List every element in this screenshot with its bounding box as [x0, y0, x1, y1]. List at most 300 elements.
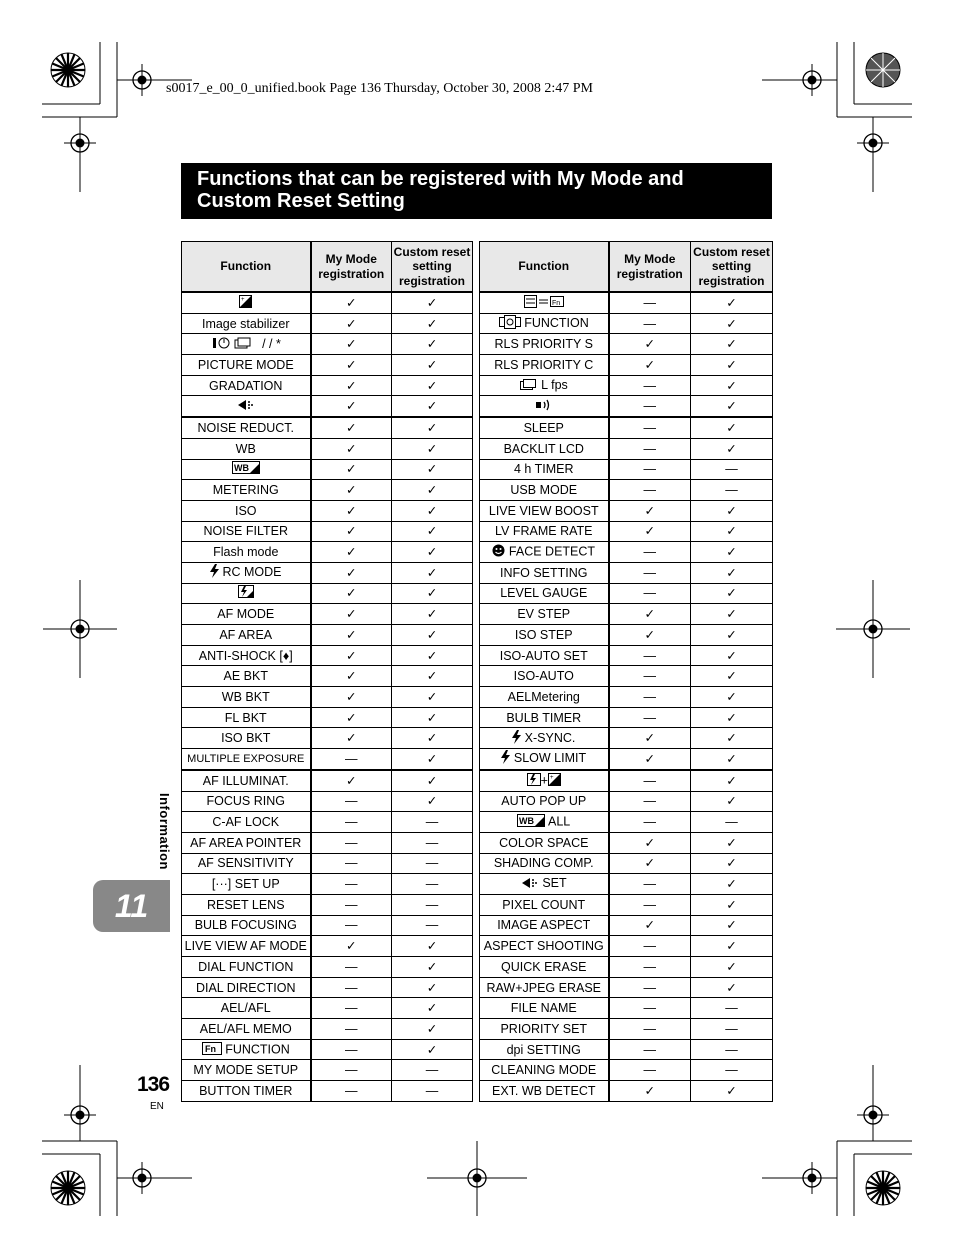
- function-cell: AF AREA POINTER: [182, 832, 311, 853]
- custom-reset-cell: ✓: [392, 292, 473, 313]
- table-row: [182, 355, 473, 376]
- my-mode-cell: ✓: [609, 749, 691, 770]
- my-mode-cell: ✓: [609, 355, 691, 376]
- my-mode-cell: —: [311, 749, 392, 770]
- custom-reset-cell: ✓: [691, 562, 773, 583]
- my-mode-cell: ✓: [311, 355, 392, 376]
- custom-reset-cell: ✓: [392, 313, 473, 334]
- function-cell: MY MODE SETUP: [182, 1060, 311, 1081]
- my-mode-cell: ✓: [311, 562, 392, 583]
- table-row: [182, 666, 473, 687]
- exposure-compensation-icon: [548, 773, 561, 789]
- function-cell: Flash mode: [182, 542, 311, 563]
- custom-reset-cell: ✓: [691, 1081, 773, 1102]
- function-label: +: [540, 772, 548, 787]
- table-row: [182, 438, 473, 459]
- my-mode-cell: —: [311, 1019, 392, 1040]
- table-row: [480, 812, 773, 833]
- custom-reset-cell: ✓: [691, 417, 773, 438]
- function-cell: AF ILLUMINAT.: [182, 770, 311, 791]
- function-cell: SHADING COMP.: [480, 853, 609, 874]
- function-label: / / *: [262, 336, 281, 351]
- my-mode-cell: ✓: [311, 707, 392, 728]
- my-mode-cell: —: [609, 292, 691, 313]
- table-row: [480, 583, 773, 604]
- table-row: [182, 313, 473, 334]
- custom-reset-cell: ✓: [691, 604, 773, 625]
- side-label-text: Information: [157, 793, 172, 870]
- function-label: L fps: [541, 377, 568, 392]
- my-mode-cell: —: [609, 998, 691, 1019]
- custom-reset-cell: —: [392, 812, 473, 833]
- custom-reset-cell: ✓: [392, 417, 473, 438]
- custom-reset-cell: ✓: [691, 832, 773, 853]
- custom-reset-cell: ✓: [691, 500, 773, 521]
- my-mode-cell: —: [609, 687, 691, 708]
- function-cell: GRADATION: [182, 375, 311, 396]
- custom-reset-cell: ✓: [691, 728, 773, 749]
- function-cell: COLOR SPACE: [480, 832, 609, 853]
- my-mode-cell: —: [609, 438, 691, 459]
- my-mode-cell: ✓: [609, 832, 691, 853]
- function-cell: ISO: [182, 500, 311, 521]
- custom-reset-cell: ✓: [691, 915, 773, 936]
- custom-reset-cell: ✓: [392, 957, 473, 978]
- my-mode-cell: ✓: [311, 770, 392, 791]
- table-row: [182, 562, 473, 583]
- page-title: Functions that can be registered with My Mode and Custom Reset Setting: [181, 163, 772, 219]
- image-quality-icon: [521, 877, 539, 892]
- function-cell: LIVE VIEW AF MODE: [182, 936, 311, 957]
- table-row: [480, 375, 773, 396]
- table-row: [480, 1019, 773, 1040]
- my-mode-cell: —: [609, 812, 691, 833]
- function-cell: EXT. WB DETECT: [480, 1081, 609, 1102]
- my-mode-cell: —: [609, 583, 691, 604]
- live-view-switch-icon: [524, 295, 564, 311]
- wb-compensation-icon: [232, 461, 260, 477]
- my-mode-cell: ✓: [609, 728, 691, 749]
- header-function: Function: [480, 242, 609, 293]
- header-my-mode: My Mode registration: [609, 242, 691, 293]
- table-row: [182, 292, 473, 313]
- my-mode-cell: ✓: [311, 313, 392, 334]
- function-cell: ISO BKT: [182, 728, 311, 749]
- table-row: [480, 998, 773, 1019]
- table-row: [480, 438, 773, 459]
- my-mode-cell: —: [609, 666, 691, 687]
- my-mode-cell: —: [311, 894, 392, 915]
- my-mode-cell: ✓: [609, 915, 691, 936]
- table-row: [182, 500, 473, 521]
- my-mode-cell: —: [609, 957, 691, 978]
- table-row: [182, 417, 473, 438]
- table-row: [480, 1060, 773, 1081]
- table-row: [480, 749, 773, 770]
- custom-reset-cell: ✓: [392, 375, 473, 396]
- function-cell: RLS PRIORITY S: [480, 334, 609, 355]
- function-cell: WB BKT: [182, 687, 311, 708]
- function-cell: LIVE VIEW BOOST: [480, 500, 609, 521]
- table-row: [480, 604, 773, 625]
- custom-reset-cell: ✓: [392, 334, 473, 355]
- my-mode-cell: —: [609, 1039, 691, 1060]
- my-mode-cell: —: [609, 1019, 691, 1040]
- custom-reset-cell: ✓: [691, 687, 773, 708]
- table-row: [480, 521, 773, 542]
- custom-reset-cell: ✓: [392, 666, 473, 687]
- my-mode-cell: ✓: [311, 480, 392, 501]
- my-mode-cell: ✓: [609, 334, 691, 355]
- function-cell: IMAGE ASPECT: [480, 915, 609, 936]
- face-detect-icon: [492, 544, 505, 560]
- function-cell: [182, 334, 311, 355]
- custom-reset-cell: ✓: [691, 645, 773, 666]
- my-mode-cell: —: [311, 957, 392, 978]
- my-mode-cell: —: [311, 977, 392, 998]
- table-row: [480, 666, 773, 687]
- custom-reset-cell: ✓: [691, 957, 773, 978]
- image-quality-icon: [237, 399, 255, 414]
- my-mode-cell: ✓: [609, 521, 691, 542]
- table-row: [182, 957, 473, 978]
- table-row: [182, 521, 473, 542]
- table-row: [182, 604, 473, 625]
- my-mode-cell: —: [311, 832, 392, 853]
- table-row: [182, 625, 473, 646]
- flash-icon: [210, 564, 219, 581]
- svg-text:WB: WB: [233, 463, 249, 474]
- my-mode-cell: —: [609, 459, 691, 480]
- function-label: X-SYNC.: [524, 730, 576, 745]
- table-row: [480, 396, 773, 417]
- my-mode-cell: —: [311, 853, 392, 874]
- custom-reset-cell: —: [392, 832, 473, 853]
- my-mode-cell: ✓: [311, 417, 392, 438]
- my-mode-cell: ✓: [311, 604, 392, 625]
- table-row: [182, 812, 473, 833]
- chapter-tab: 11: [93, 880, 170, 932]
- drive-mode-icons: [211, 336, 259, 353]
- table-row: [480, 645, 773, 666]
- custom-reset-cell: ✓: [691, 334, 773, 355]
- language-code: EN: [150, 1101, 164, 1112]
- custom-reset-cell: —: [691, 1039, 773, 1060]
- beep-sound-icon: [535, 399, 553, 414]
- svg-text:+: +: [549, 774, 554, 781]
- function-cell: [480, 812, 609, 833]
- my-mode-cell: ✓: [311, 645, 392, 666]
- function-label: FACE DETECT: [508, 544, 596, 559]
- my-mode-cell: —: [311, 1039, 392, 1060]
- my-mode-cell: ✓: [311, 583, 392, 604]
- function-cell: [182, 459, 311, 480]
- function-cell: CLEANING MODE: [480, 1060, 609, 1081]
- function-cell: EV STEP: [480, 604, 609, 625]
- custom-reset-cell: —: [691, 1060, 773, 1081]
- function-cell: BULB TIMER: [480, 707, 609, 728]
- custom-reset-cell: —: [691, 480, 773, 501]
- table-row: [480, 334, 773, 355]
- table-row: [182, 542, 473, 563]
- function-cell: [480, 396, 609, 417]
- custom-reset-cell: ✓: [691, 396, 773, 417]
- my-mode-cell: ✓: [609, 625, 691, 646]
- table-row: [182, 936, 473, 957]
- function-cell: BACKLIT LCD: [480, 438, 609, 459]
- function-table-left: [181, 241, 473, 1102]
- function-cell: [480, 542, 609, 563]
- function-cell: FL BKT: [182, 707, 311, 728]
- my-mode-cell: —: [609, 645, 691, 666]
- custom-reset-cell: ✓: [392, 977, 473, 998]
- svg-text:Fn: Fn: [204, 1043, 216, 1054]
- function-cell: [480, 874, 609, 895]
- custom-reset-cell: ✓: [392, 562, 473, 583]
- function-cell: [480, 770, 609, 791]
- function-cell: dpi SETTING: [480, 1039, 609, 1060]
- table-row: [480, 957, 773, 978]
- function-cell: [480, 728, 609, 749]
- table-row: [182, 1081, 473, 1102]
- table-row: [480, 500, 773, 521]
- drive-mode-fn-icon: [499, 315, 521, 332]
- table-row: [480, 480, 773, 501]
- function-cell: ISO STEP: [480, 625, 609, 646]
- table-row: [480, 707, 773, 728]
- function-cell: NOISE REDUCT.: [182, 417, 311, 438]
- custom-reset-cell: ✓: [392, 355, 473, 376]
- function-cell: [182, 292, 311, 313]
- function-cell: [480, 292, 609, 313]
- table-row: [480, 915, 773, 936]
- function-cell: MULTIPLE EXPOSURE: [182, 749, 311, 770]
- table-row: [480, 936, 773, 957]
- custom-reset-cell: ✓: [392, 459, 473, 480]
- table-row: [182, 853, 473, 874]
- function-cell: ISO-AUTO: [480, 666, 609, 687]
- svg-text:+: +: [241, 296, 245, 303]
- table-row: [182, 459, 473, 480]
- custom-reset-cell: ✓: [691, 521, 773, 542]
- table-row: [182, 998, 473, 1019]
- function-cell: METERING: [182, 480, 311, 501]
- custom-reset-cell: —: [691, 998, 773, 1019]
- table-row: [182, 832, 473, 853]
- function-cell: FILE NAME: [480, 998, 609, 1019]
- function-cell: AF MODE: [182, 604, 311, 625]
- my-mode-cell: —: [609, 313, 691, 334]
- custom-reset-cell: ✓: [392, 791, 473, 812]
- wb-compensation-icon: [517, 814, 545, 830]
- table-row: [182, 770, 473, 791]
- table-row: [182, 375, 473, 396]
- flash-icon: [501, 750, 510, 767]
- custom-reset-cell: ✓: [691, 438, 773, 459]
- function-label: ALL: [548, 814, 571, 829]
- function-cell: [480, 313, 609, 334]
- custom-reset-cell: ✓: [691, 936, 773, 957]
- function-cell: [480, 749, 609, 770]
- table-row: [480, 977, 773, 998]
- my-mode-cell: ✓: [609, 1081, 691, 1102]
- function-cell: BUTTON TIMER: [182, 1081, 311, 1102]
- table-row: [480, 313, 773, 334]
- function-cell: NOISE FILTER: [182, 521, 311, 542]
- custom-reset-cell: —: [392, 874, 473, 895]
- custom-reset-cell: ✓: [392, 604, 473, 625]
- my-mode-cell: —: [609, 375, 691, 396]
- function-cell: WB: [182, 438, 311, 459]
- table-row: [480, 853, 773, 874]
- custom-reset-cell: ✓: [392, 438, 473, 459]
- table-row: [182, 977, 473, 998]
- function-label: FUNCTION: [524, 315, 589, 330]
- table-row: [182, 728, 473, 749]
- function-cell: C-AF LOCK: [182, 812, 311, 833]
- table-row: [480, 687, 773, 708]
- my-mode-cell: —: [609, 1060, 691, 1081]
- my-mode-cell: —: [311, 998, 392, 1019]
- header-custom-reset: Custom reset setting registration: [691, 242, 773, 293]
- function-cell: AF AREA: [182, 625, 311, 646]
- table-row: [182, 645, 473, 666]
- function-cell: RESET LENS: [182, 894, 311, 915]
- custom-reset-cell: ✓: [691, 749, 773, 770]
- function-cell: DIAL FUNCTION: [182, 957, 311, 978]
- header-my-mode: My Mode registration: [311, 242, 392, 293]
- custom-reset-cell: ✓: [392, 480, 473, 501]
- function-cell: SLEEP: [480, 417, 609, 438]
- custom-reset-cell: ✓: [691, 874, 773, 895]
- my-mode-cell: ✓: [311, 936, 392, 957]
- my-mode-cell: ✓: [311, 438, 392, 459]
- custom-reset-cell: ✓: [691, 355, 773, 376]
- my-mode-cell: —: [609, 894, 691, 915]
- custom-reset-cell: ✓: [691, 583, 773, 604]
- custom-reset-cell: ✓: [691, 853, 773, 874]
- table-row: [480, 874, 773, 895]
- my-mode-cell: —: [609, 707, 691, 728]
- table-row: [480, 355, 773, 376]
- header-custom-reset: Custom reset setting registration: [392, 242, 473, 293]
- function-cell: BULB FOCUSING: [182, 915, 311, 936]
- table-row: [480, 770, 773, 791]
- my-mode-cell: ✓: [311, 687, 392, 708]
- custom-reset-cell: ✓: [392, 645, 473, 666]
- page-number: 136: [137, 1073, 170, 1096]
- my-mode-cell: —: [609, 977, 691, 998]
- table-row: [182, 1019, 473, 1040]
- custom-reset-cell: ✓: [691, 791, 773, 812]
- function-label: SET: [542, 876, 567, 891]
- function-cell: PRIORITY SET: [480, 1019, 609, 1040]
- custom-reset-cell: —: [691, 812, 773, 833]
- function-cell: [182, 562, 311, 583]
- my-mode-cell: ✓: [311, 396, 392, 417]
- flash-plus-exposure-icon: [527, 773, 541, 789]
- table-row: [480, 728, 773, 749]
- function-cell: AELMetering: [480, 687, 609, 708]
- flash-compensation-icon: [238, 585, 254, 601]
- table-row: [480, 1039, 773, 1060]
- table-row: [182, 915, 473, 936]
- svg-text:WB: WB: [519, 816, 535, 827]
- custom-reset-cell: ✓: [392, 687, 473, 708]
- table-row: [480, 562, 773, 583]
- function-cell: RLS PRIORITY C: [480, 355, 609, 376]
- function-cell: ASPECT SHOOTING: [480, 936, 609, 957]
- custom-reset-cell: ✓: [691, 894, 773, 915]
- custom-reset-cell: ✓: [392, 396, 473, 417]
- my-mode-cell: —: [609, 770, 691, 791]
- exposure-compensation-icon: [239, 295, 252, 311]
- table-row: [480, 292, 773, 313]
- custom-reset-cell: —: [392, 1060, 473, 1081]
- function-label: RC MODE: [222, 565, 282, 580]
- function-cell: LEVEL GAUGE: [480, 583, 609, 604]
- table-row: [480, 791, 773, 812]
- function-cell: [182, 583, 311, 604]
- table-row: [480, 542, 773, 563]
- flash-icon: [512, 730, 521, 747]
- my-mode-cell: —: [311, 874, 392, 895]
- custom-reset-cell: ✓: [691, 292, 773, 313]
- function-cell: FOCUS RING: [182, 791, 311, 812]
- table-row: [182, 707, 473, 728]
- my-mode-cell: —: [311, 1060, 392, 1081]
- function-cell: PIXEL COUNT: [480, 894, 609, 915]
- function-cell: RAW+JPEG ERASE: [480, 977, 609, 998]
- my-mode-cell: —: [609, 791, 691, 812]
- table-row: [182, 874, 473, 895]
- custom-reset-cell: ✓: [392, 583, 473, 604]
- function-cell: INFO SETTING: [480, 562, 609, 583]
- my-mode-cell: —: [311, 812, 392, 833]
- table-row: [480, 625, 773, 646]
- custom-reset-cell: ✓: [392, 542, 473, 563]
- custom-reset-cell: ✓: [392, 998, 473, 1019]
- my-mode-cell: ✓: [311, 375, 392, 396]
- my-mode-cell: ✓: [311, 728, 392, 749]
- custom-reset-cell: ✓: [392, 749, 473, 770]
- custom-reset-cell: ✓: [392, 728, 473, 749]
- function-table-right: [479, 241, 773, 1102]
- section-side-label: [154, 793, 174, 883]
- my-mode-cell: ✓: [311, 334, 392, 355]
- function-cell: AE BKT: [182, 666, 311, 687]
- my-mode-cell: ✓: [609, 604, 691, 625]
- my-mode-cell: ✓: [609, 500, 691, 521]
- sequential-shooting-icon: [520, 378, 538, 393]
- my-mode-cell: ✓: [311, 625, 392, 646]
- function-cell: USB MODE: [480, 480, 609, 501]
- my-mode-cell: ✓: [311, 521, 392, 542]
- function-cell: AEL/AFL MEMO: [182, 1019, 311, 1040]
- table-row: [182, 1060, 473, 1081]
- custom-reset-cell: —: [392, 915, 473, 936]
- function-cell: Image stabilizer: [182, 313, 311, 334]
- my-mode-cell: ✓: [311, 666, 392, 687]
- function-cell: 4 h TIMER: [480, 459, 609, 480]
- table-row: [182, 583, 473, 604]
- header-function: Function: [182, 242, 311, 293]
- table-row: [480, 832, 773, 853]
- table-row: [182, 894, 473, 915]
- my-mode-cell: —: [609, 480, 691, 501]
- my-mode-cell: ✓: [311, 292, 392, 313]
- function-cell: PICTURE MODE: [182, 355, 311, 376]
